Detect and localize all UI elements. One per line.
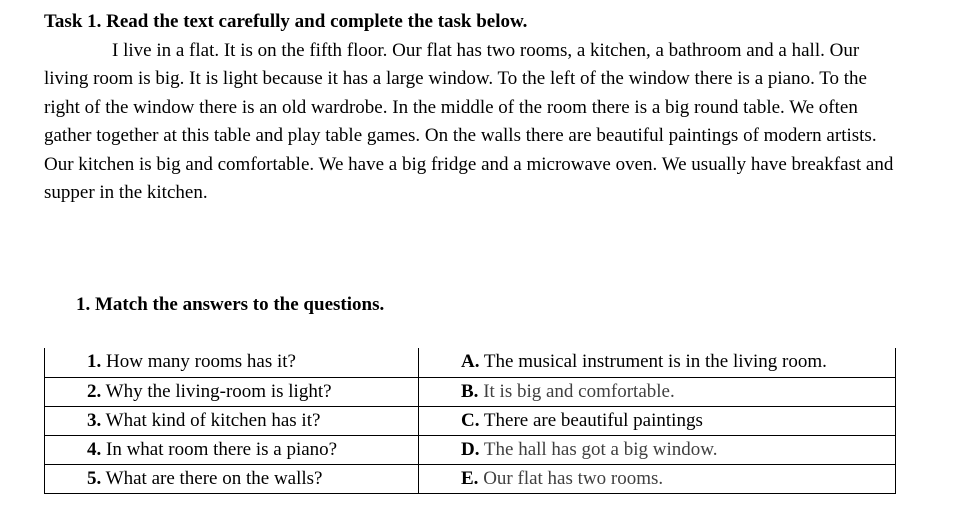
question-cell xyxy=(45,464,419,493)
question-number: 3. xyxy=(87,409,102,431)
question-text: What are there on the walls? xyxy=(105,467,323,489)
table-row xyxy=(45,348,896,377)
paragraph-kitchen: Our kitchen is big and comfortable. We have a big fridge and a microwave oven. We usually have breakfast and supper in the kitchen. xyxy=(44,153,894,204)
task-title: Task 1. Read the text carefully and complete the task below. xyxy=(44,11,528,32)
question-text: In what room there is a piano? xyxy=(106,438,338,460)
matching-table xyxy=(44,348,896,494)
answer-cell xyxy=(419,377,896,406)
table-row xyxy=(45,406,896,435)
answer-letter: A. xyxy=(461,351,480,373)
answer-text: Our flat has two rooms. xyxy=(483,467,664,489)
table-row xyxy=(45,435,896,464)
answer-letter: C. xyxy=(461,409,480,431)
question-cell xyxy=(45,377,419,406)
answer-text: The hall has got a big window. xyxy=(483,438,718,460)
question-number: 4. xyxy=(87,438,102,460)
answer-cell xyxy=(419,464,896,493)
question-cell xyxy=(45,348,419,377)
question-cell xyxy=(45,435,419,464)
answer-text: There are beautiful paintings xyxy=(483,409,703,431)
answer-text: It is big and comfortable. xyxy=(483,380,675,402)
answer-text: The musical instrument is in the living room. xyxy=(483,351,827,373)
exercise-title: 1. Match the answers to the questions. xyxy=(76,294,385,315)
question-number: 1. xyxy=(87,351,102,373)
table-row xyxy=(45,464,896,493)
reading-text xyxy=(44,37,894,207)
question-number: 2. xyxy=(87,380,102,402)
answer-letter: E. xyxy=(461,467,479,489)
paragraph-flat: I live in a flat. It is on the fifth floor. Our flat has two rooms, a kitchen, a bathroom and a hall. Our living room is big. It is light because it has a large window. To the left of the window there is a piano. To the right of the window there is an old wardrobe. In the middle of the room there is a big round table. We often gather together at this table and play table games. On the walls there are beautiful paintings of modern artists. xyxy=(44,40,877,147)
question-cell xyxy=(45,406,419,435)
question-number: 5. xyxy=(87,467,102,489)
table-row xyxy=(45,377,896,406)
question-text: Why the living-room is light? xyxy=(105,380,332,402)
answer-cell xyxy=(419,348,896,377)
question-text: How many rooms has it? xyxy=(106,351,296,373)
answer-cell xyxy=(419,406,896,435)
answer-letter: D. xyxy=(461,438,480,460)
answer-letter: B. xyxy=(461,380,479,402)
answer-cell xyxy=(419,435,896,464)
question-text: What kind of kitchen has it? xyxy=(105,409,321,431)
